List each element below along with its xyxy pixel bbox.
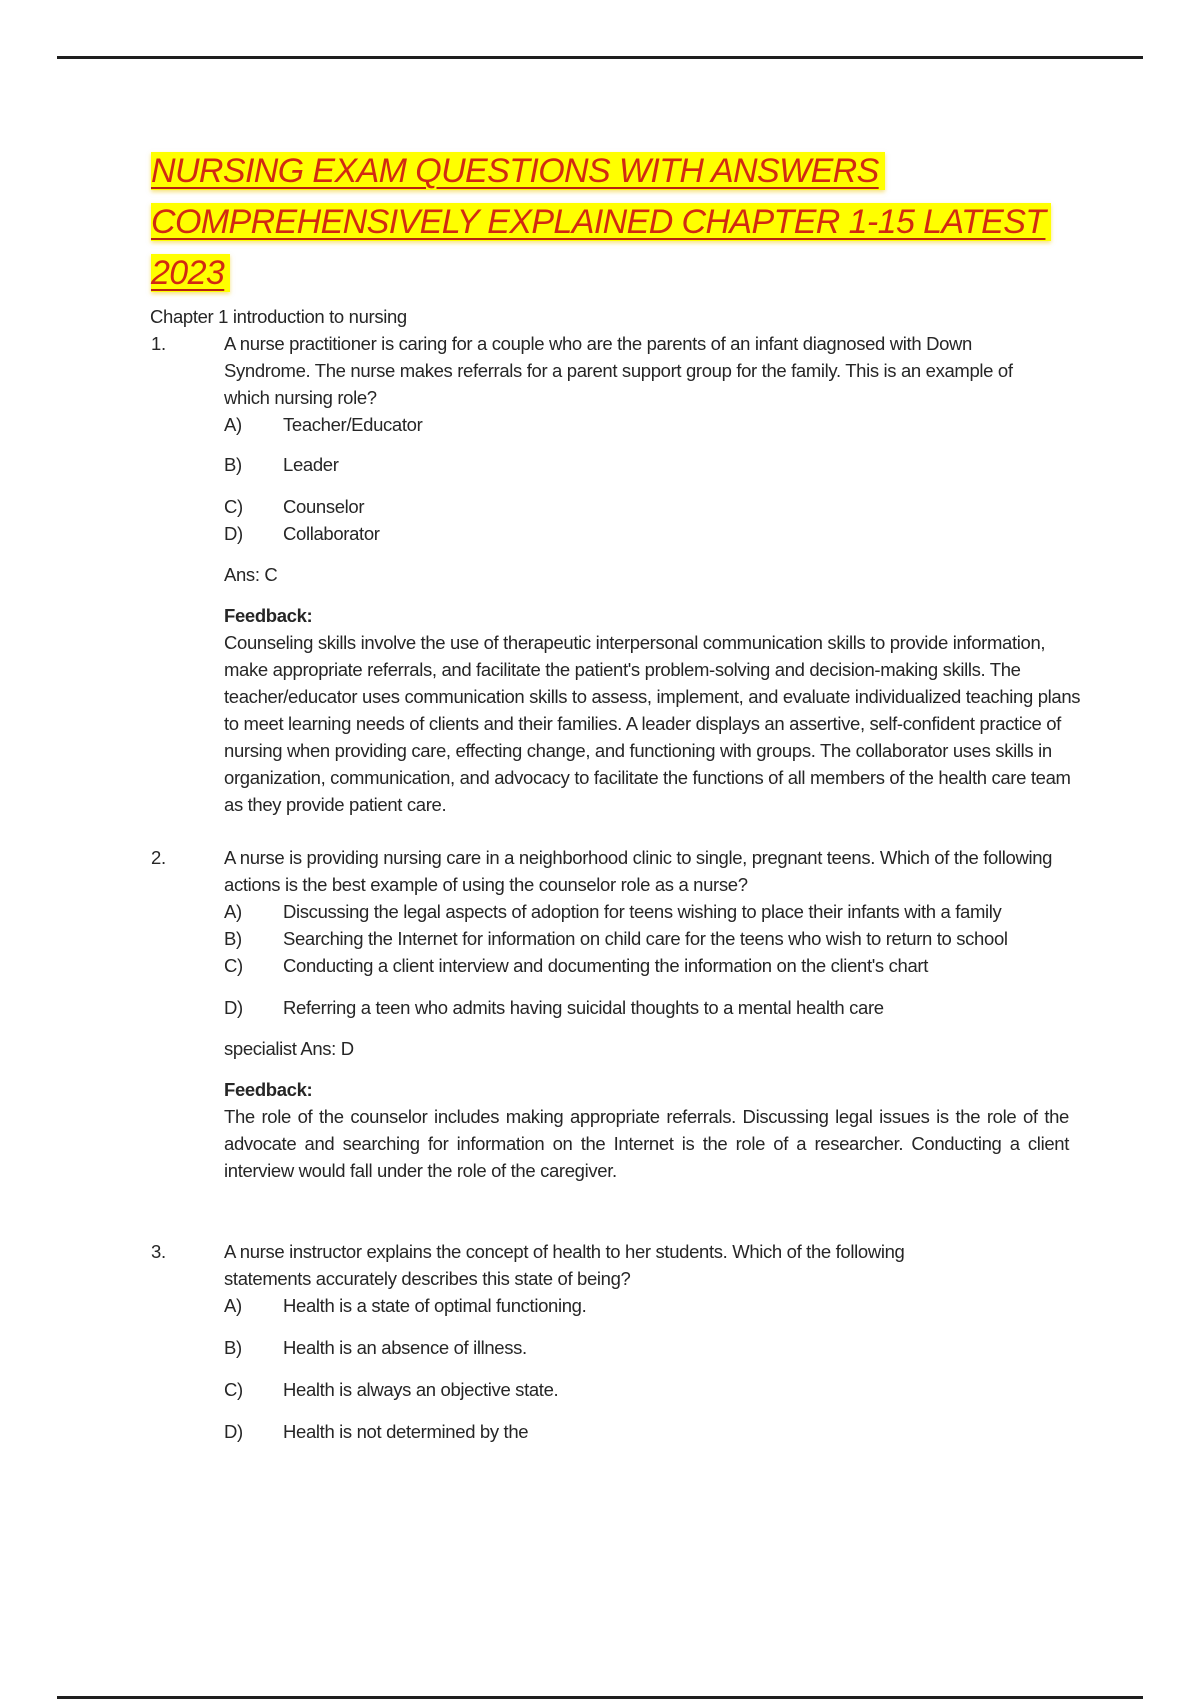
answer: Ans: C [224, 564, 278, 585]
question-3 [151, 1238, 1091, 1445]
option-a [224, 1292, 1091, 1334]
feedback-text: Counseling skills involve the use of therapeutic interpersonal communication skills to provide information, make appropriate referrals, and facilitate the patient's problem-solving and decision-making skills. The teacher/educator uses communication skills to assess, implement, and evaluate individualized teaching plans to meet learning needs of clients and their families. A leader displays an assertive, self-confident practice of nursing when providing care, effecting change, and functioning with groups. The collaborator uses skills in organization, communication, and advocacy to facilitate the functions of all members of the health care team as they provide patient care. [224, 632, 1081, 815]
question-number: 3. [151, 1241, 166, 1262]
option-c [224, 952, 1084, 994]
question-stem: A nurse is providing nursing care in a neighborhood clinic to single, pregnant teens. Which of the following actions is the best example of using the counselor role as a nurse? [224, 847, 1053, 895]
option-letter: A) [224, 901, 242, 922]
title-line-3: 2023 [151, 254, 230, 292]
option-letter: B) [224, 1337, 242, 1358]
option-letter: A) [224, 414, 242, 435]
option-letter: C) [224, 496, 243, 517]
document-page [151, 146, 1091, 1445]
question-number: 2. [151, 847, 166, 868]
question-stem: A nurse instructor explains the concept of health to her students. Which of the following statements accurately describes this state of being? [224, 1241, 905, 1289]
title-line-1: NURSING EXAM QUESTIONS WITH ANSWERS [151, 152, 885, 190]
question-stem: A nurse practitioner is caring for a couple who are the parents of an infant diagnosed with Down Syndrome. The nurse makes referrals for a parent support group for the family. This is an example of which nursing role? [224, 333, 1013, 408]
option-a [224, 411, 1091, 451]
option-letter: B) [224, 454, 242, 475]
top-rule [57, 56, 1143, 59]
question-1 [151, 330, 1091, 818]
option-text: Health is an absence of illness. [283, 1337, 527, 1358]
option-b [224, 925, 1064, 952]
question-2 [151, 844, 1091, 1184]
option-d [224, 520, 1091, 547]
option-c [224, 493, 1091, 520]
option-text: Referring a teen who admits having suicidal thoughts to a mental health care [283, 997, 884, 1018]
option-d [224, 994, 1084, 1021]
option-letter: C) [224, 1379, 243, 1400]
feedback-label: Feedback: [224, 605, 313, 626]
option-text: Collaborator [283, 523, 380, 544]
option-text: Counselor [283, 496, 365, 517]
document-title [151, 146, 1091, 299]
option-text: Health is a state of optimal functioning. [283, 1295, 587, 1316]
feedback-text: The role of the counselor includes making appropriate referrals. Discussing legal issues is the role of the advocate and searching for information on the Internet is the role of a researcher. Conducting a client interview would fall under the role of the caregiver. [224, 1106, 1069, 1181]
option-letter: B) [224, 928, 242, 949]
option-c [224, 1376, 1091, 1418]
option-letter: C) [224, 955, 243, 976]
option-text: Leader [283, 454, 339, 475]
option-b [224, 1334, 1091, 1376]
option-text: Health is not determined by the [283, 1421, 529, 1442]
option-text: Health is always an objective state. [283, 1379, 559, 1400]
option-letter: D) [224, 1421, 243, 1442]
option-text: Searching the Internet for information on child care for the teens who wish to return to school [283, 928, 1008, 949]
feedback-label: Feedback: [224, 1079, 313, 1100]
title-line-2: COMPREHENSIVELY EXPLAINED CHAPTER 1-15 LATEST [151, 203, 1051, 241]
question-number: 1. [151, 333, 166, 354]
option-a [224, 898, 1054, 925]
bottom-rule [57, 1696, 1143, 1699]
option-text: Discussing the legal aspects of adoption for teens wishing to place their infants with a family [283, 901, 1002, 922]
chapter-heading: Chapter 1 introduction to nursing [150, 306, 407, 327]
answer: specialist Ans: D [224, 1038, 354, 1059]
option-letter: D) [224, 997, 243, 1018]
option-letter: D) [224, 523, 243, 544]
option-d [224, 1418, 1091, 1445]
option-text: Conducting a client interview and documenting the information on the client's chart [283, 955, 928, 976]
option-b [224, 451, 1091, 493]
option-text: Teacher/Educator [283, 414, 423, 435]
option-letter: A) [224, 1295, 242, 1316]
